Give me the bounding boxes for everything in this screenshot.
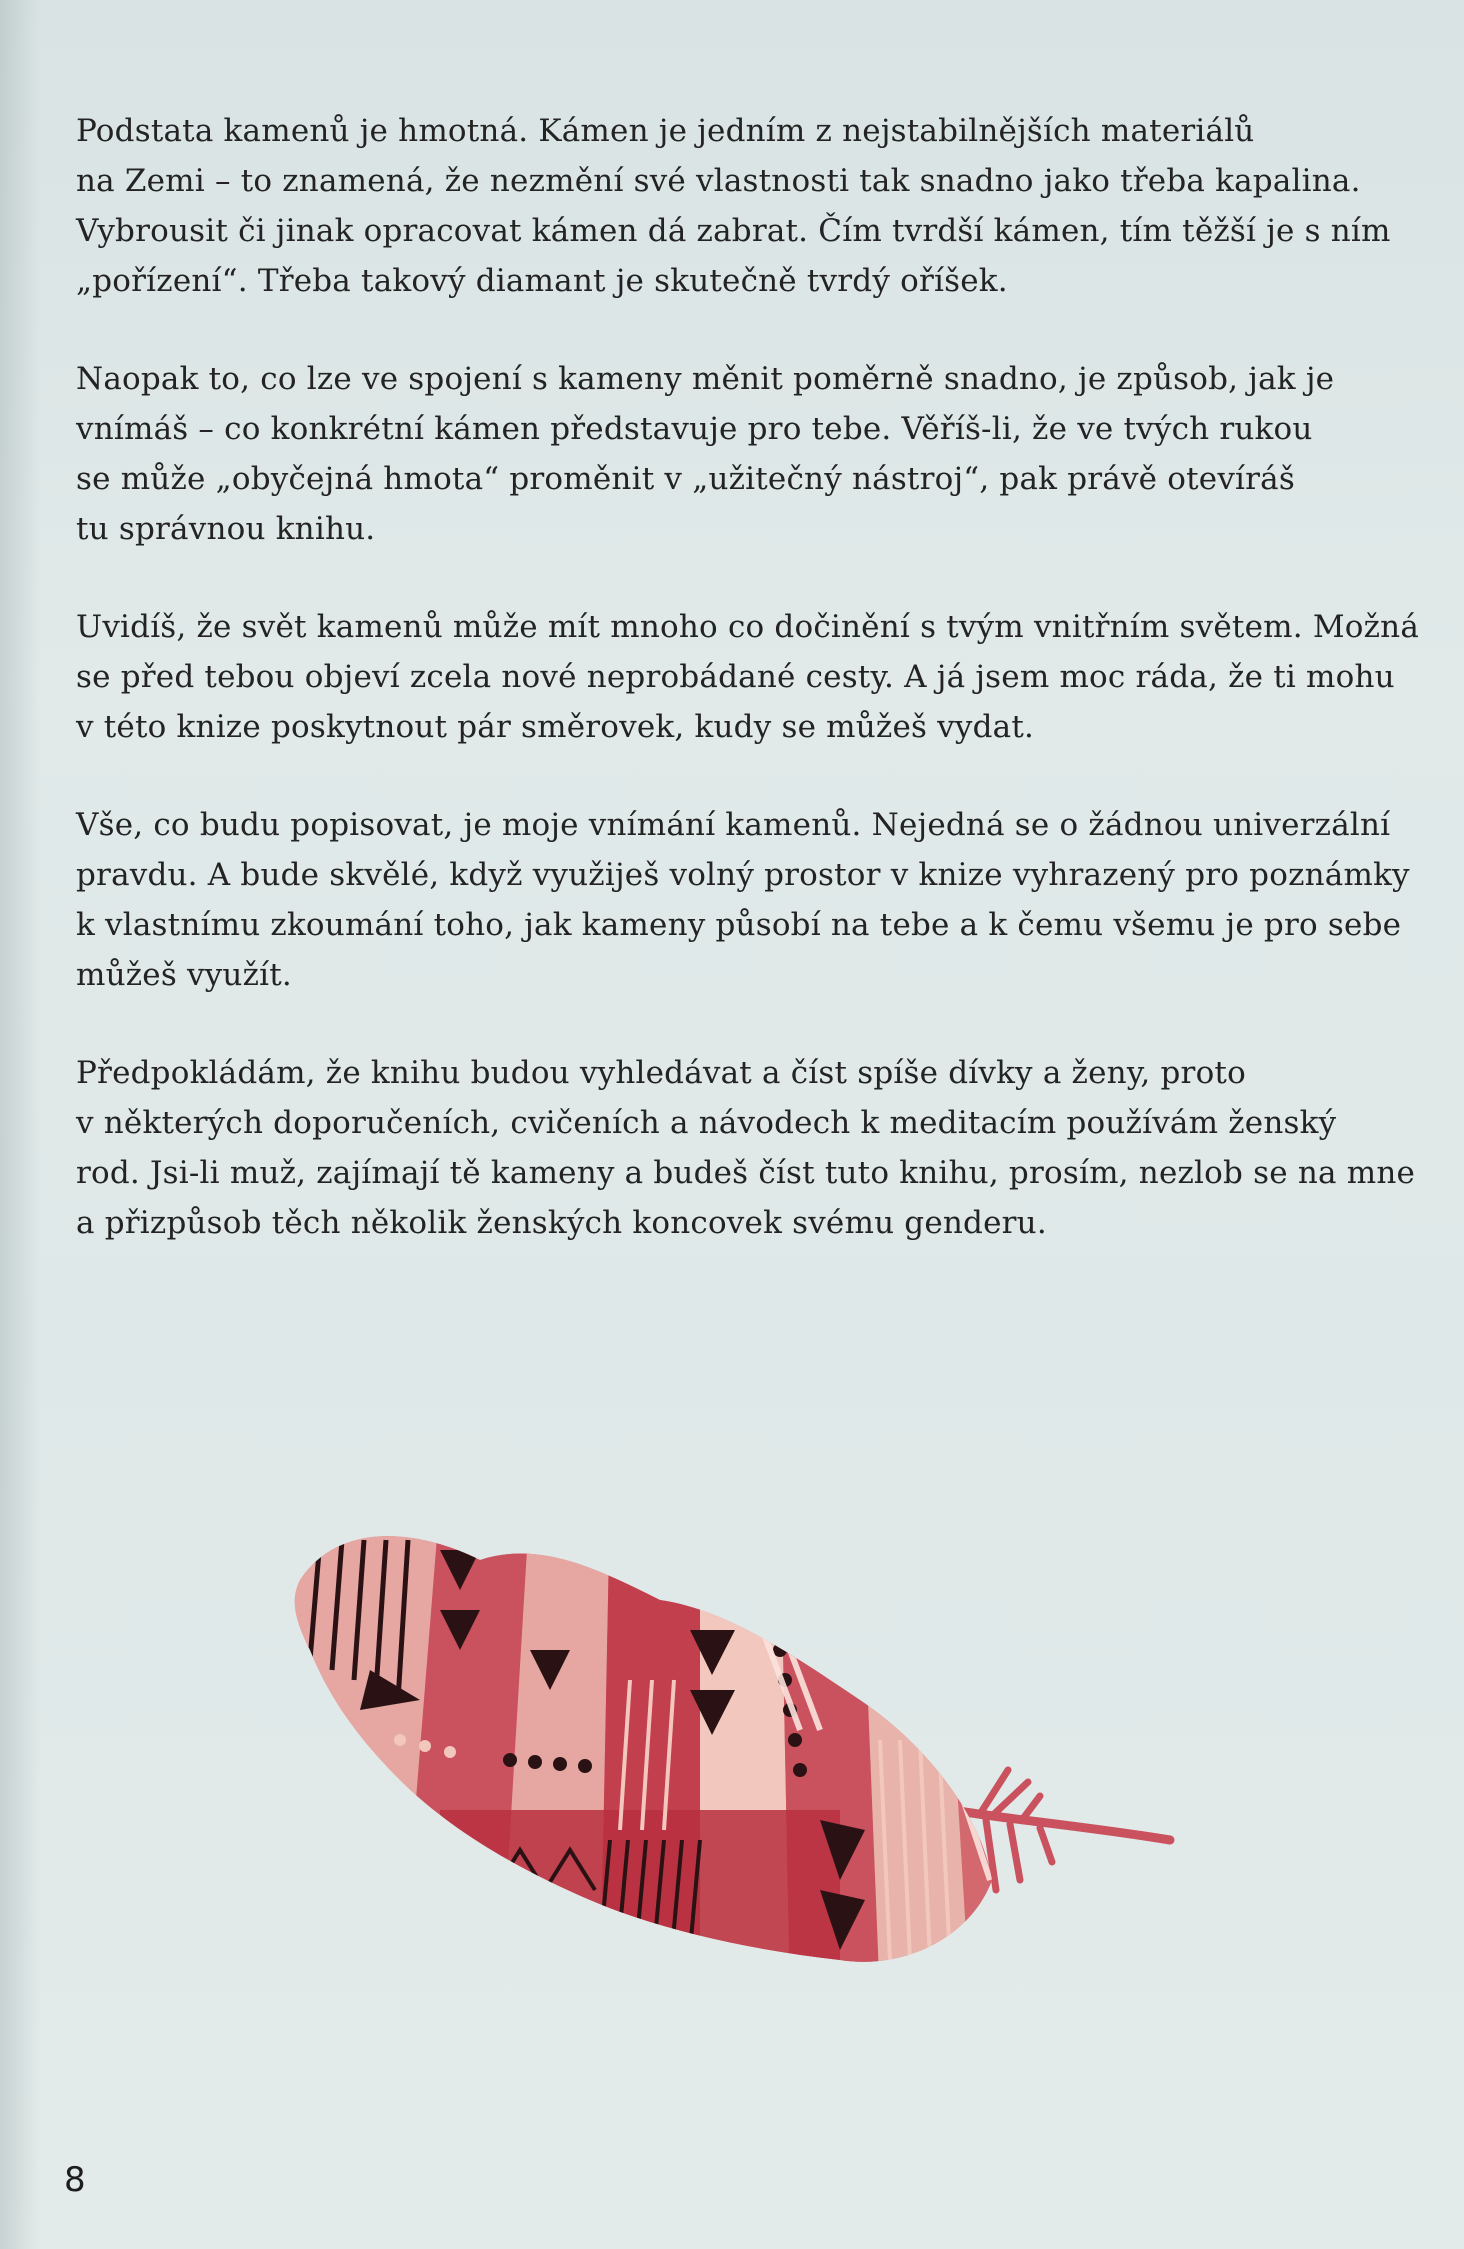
text-line: tu správnou knihu. — [76, 511, 376, 547]
text-line: můžeš využít. — [76, 957, 292, 993]
text-line: Uvidíš, že svět kamenů může mít mnoho co dočinění s tvým vnitřním světem. Možná — [76, 609, 1420, 645]
paragraph-5 — [76, 1048, 1416, 1248]
text-line: na Zemi – to znamená, že nezmění své vlastnosti tak snadno jako třeba kapalina. — [76, 163, 1361, 199]
text-line: Vše, co budu popisovat, je moje vnímání kamenů. Nejedná se o žádnou univerzální — [76, 807, 1391, 843]
text-line: k vlastnímu zkoumání toho, jak kameny působí na tebe a k čemu všemu je pro sebe — [76, 907, 1402, 943]
text-line: pravdu. A bude skvělé, když využiješ volný prostor v knize vyhrazený pro poznámky — [76, 857, 1410, 893]
paragraph-3 — [76, 602, 1420, 752]
text-line: Naopak to, co lze ve spojení s kameny měnit poměrně snadno, je způsob, jak je — [76, 361, 1335, 397]
paragraph-4 — [76, 800, 1416, 1000]
page-number: 8 — [64, 2160, 86, 2200]
text-line: Předpokládám, že knihu budou vyhledávat a číst spíše dívky a ženy, proto — [76, 1055, 1246, 1091]
text-line: „pořízení“. Třeba takový diamant je skutečně tvrdý oříšek. — [76, 263, 1008, 299]
text-line: Vybrousit či jinak opracovat kámen dá zabrat. Čím tvrdší kámen, tím těžší je s ním — [76, 213, 1391, 249]
text-line: rod. Jsi-li muž, zajímají tě kameny a budeš číst tuto knihu, prosím, nezlob se na mne — [76, 1155, 1416, 1191]
text-line: se může „obyčejná hmota“ proměnit v „užitečný nástroj“, pak právě otevíráš — [76, 461, 1295, 497]
text-line: a přizpůsob těch několik ženských koncovek svému genderu. — [76, 1205, 1047, 1241]
feather-icon — [280, 1500, 1200, 2000]
paragraph-1 — [76, 106, 1416, 306]
body-text — [76, 106, 1420, 1296]
text-line: v této knize poskytnout pár směrovek, kudy se můžeš vydat. — [76, 709, 1035, 745]
text-line: v některých doporučeních, cvičeních a návodech k meditacím používám ženský — [76, 1105, 1337, 1141]
text-line: se před tebou objeví zcela nové neprobádané cesty. A já jsem moc ráda, že ti mohu — [76, 659, 1395, 695]
text-line: vnímáš – co konkrétní kámen představuje pro tebe. Věříš-li, že ve tvých rukou — [76, 411, 1313, 447]
paragraph-2 — [76, 354, 1416, 554]
text-line: Podstata kamenů je hmotná. Kámen je jedním z nejstabilnějších materiálů — [76, 113, 1255, 149]
